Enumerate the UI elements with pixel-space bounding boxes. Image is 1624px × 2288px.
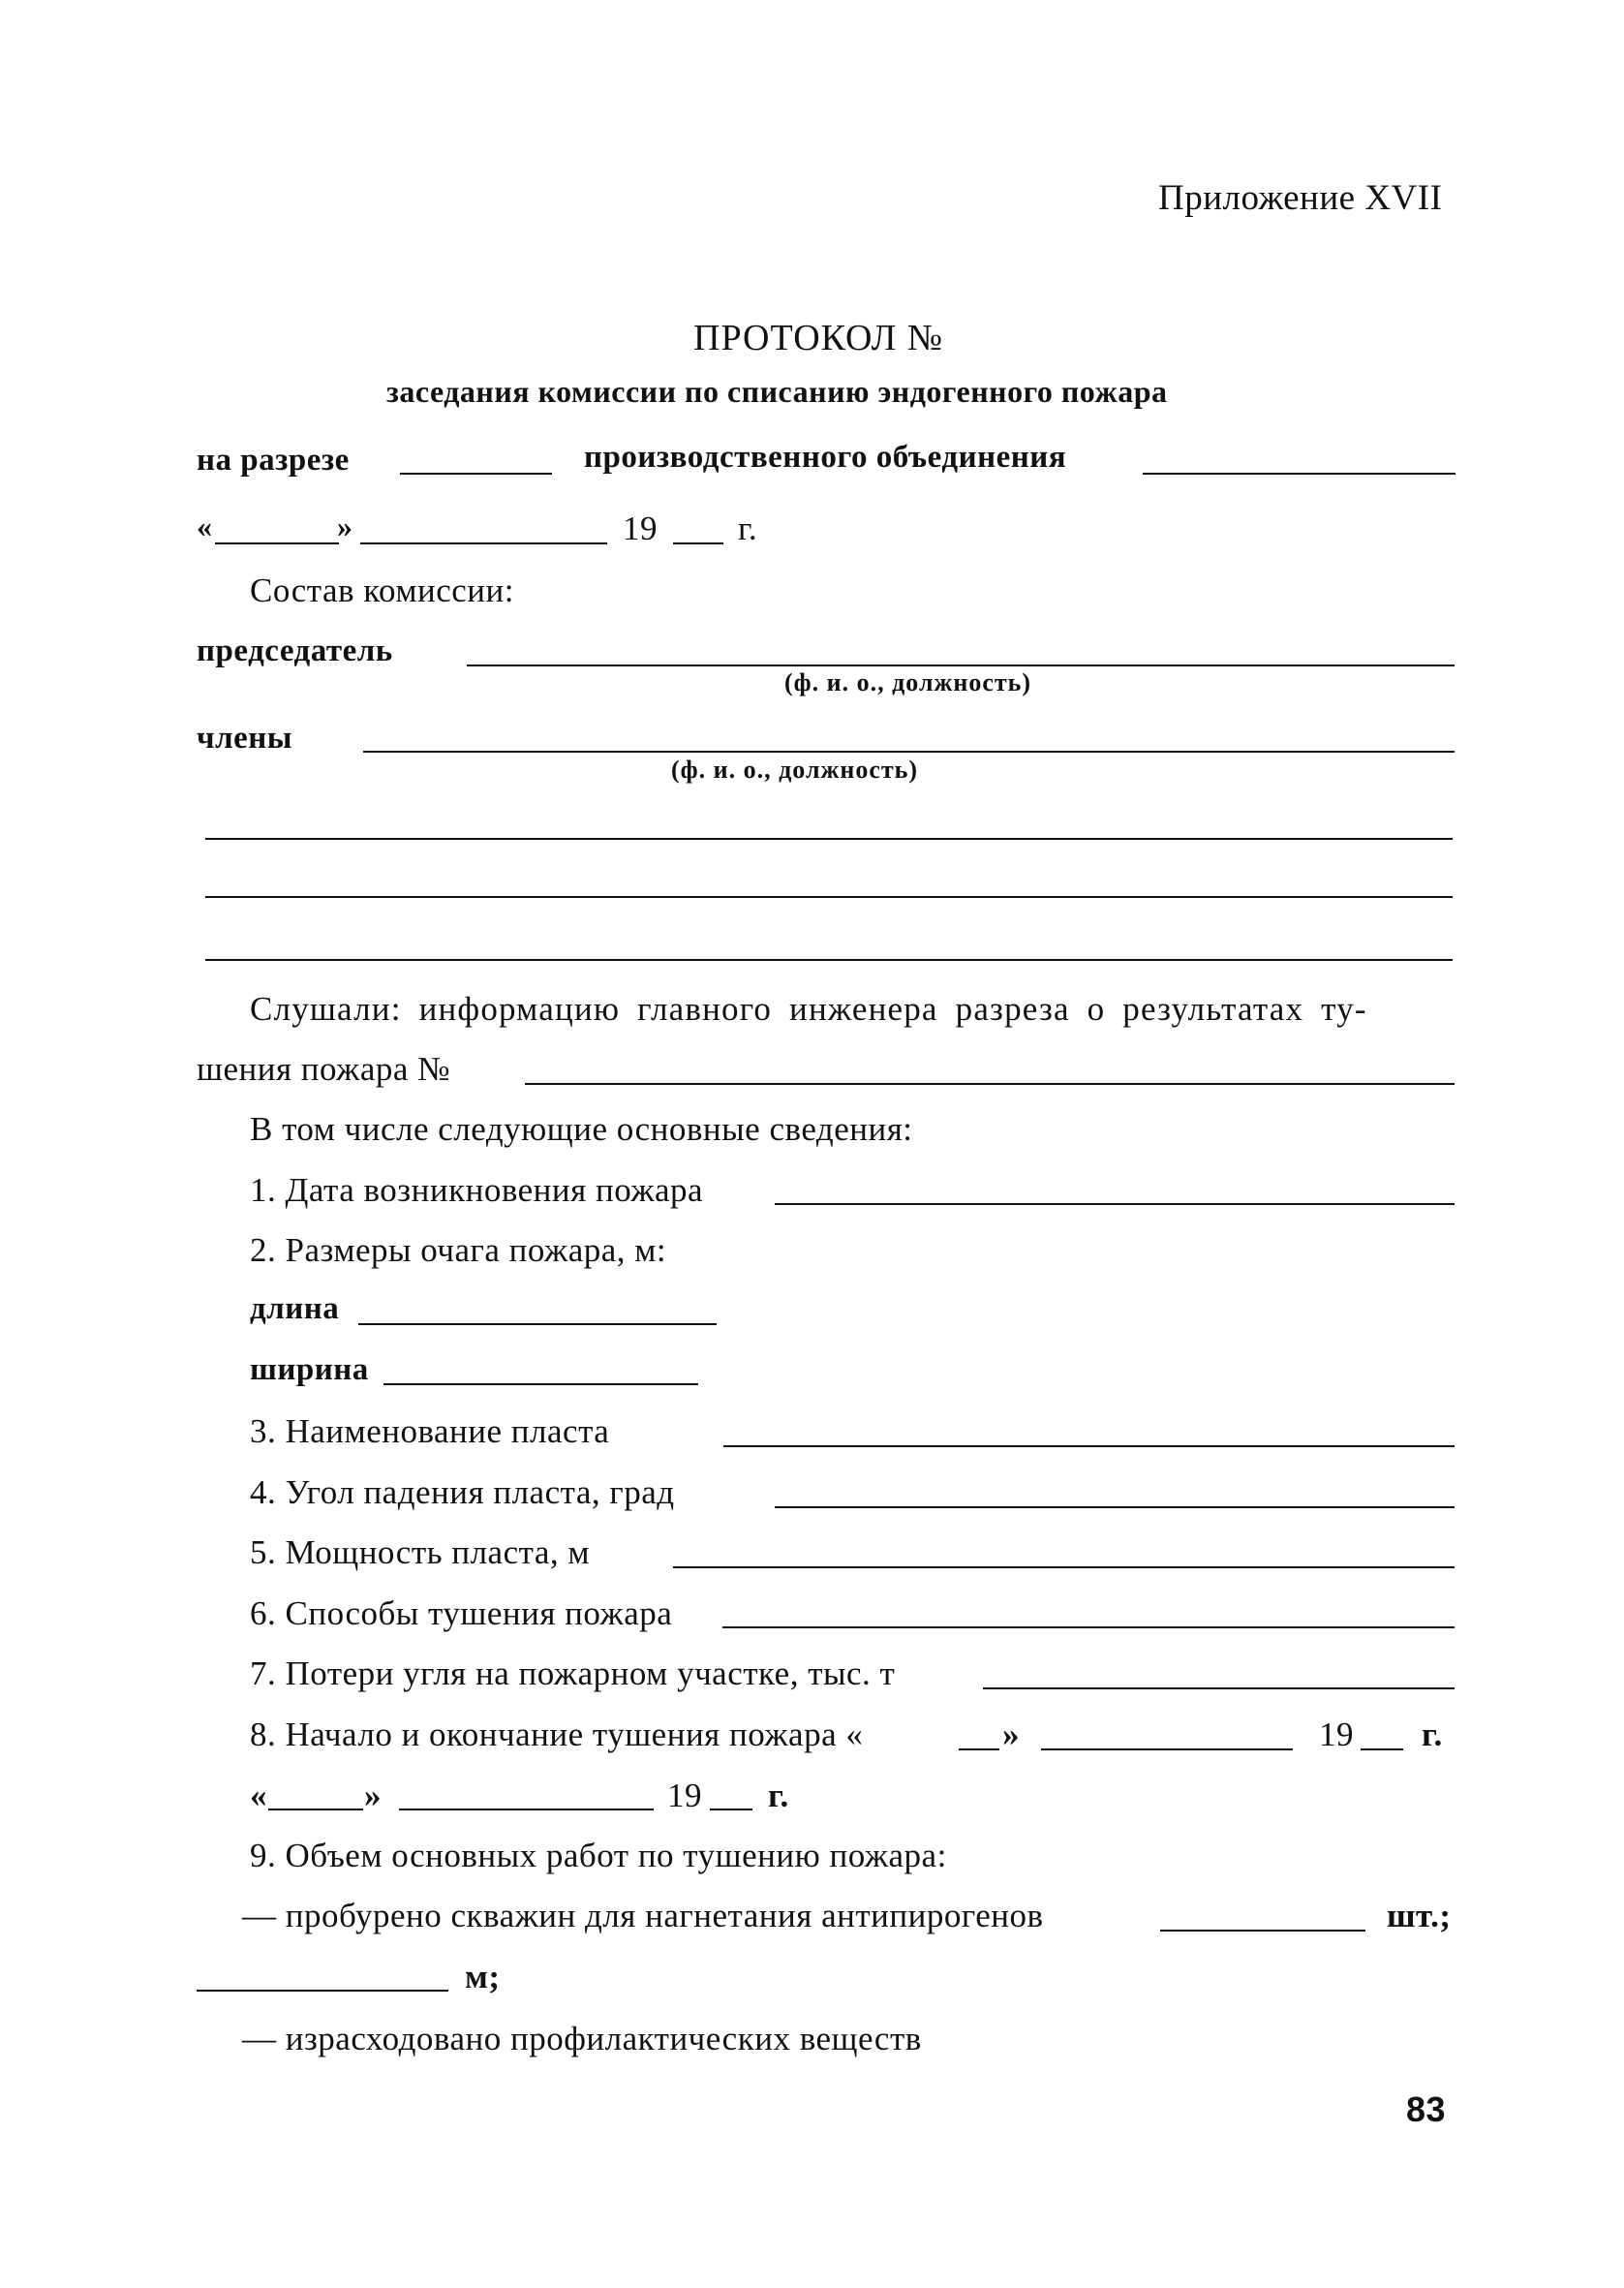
drilled-count-blank — [1160, 1930, 1365, 1932]
members-blank-3 — [205, 896, 1453, 898]
item-3-blank — [723, 1445, 1455, 1447]
item-8-month-blank-2 — [399, 1809, 654, 1810]
item-8-quote-close: » — [1002, 1716, 1020, 1753]
item-4: 4. Угол падения пласта, град — [250, 1473, 675, 1511]
members-blank-4 — [205, 959, 1453, 961]
item-1-blank — [775, 1203, 1455, 1205]
item-8-year-suffix: г. — [1422, 1716, 1443, 1753]
drilled-meters-blank — [197, 1990, 448, 1992]
item-4-blank — [775, 1506, 1455, 1508]
item-8-year-prefix: 19 — [1319, 1716, 1354, 1753]
including-line: В том числе следующие основные сведения: — [250, 1110, 913, 1148]
date-quote-close: » — [337, 509, 353, 543]
item-1: 1. Дата возникновения пожара — [250, 1171, 704, 1209]
item-8-quote-open-2: « — [250, 1777, 267, 1814]
heard-line-1: Слушали: информацию главного инженера разреза о результатах ту- — [250, 990, 1367, 1028]
consumed-line: — израсходовано профилактических веществ — [242, 2020, 922, 2057]
members-label: члены — [197, 721, 293, 756]
date-year-suffix: г. — [738, 510, 758, 547]
item-5-blank — [673, 1566, 1455, 1568]
members-blank — [363, 751, 1455, 753]
heard-line-2: шения пожара № — [197, 1050, 451, 1088]
chairman-blank — [467, 665, 1455, 666]
commission-heading: Состав комиссии: — [250, 572, 514, 609]
item-7: 7. Потери угля на пожарном участке, тыс. т — [250, 1654, 896, 1692]
chairman-caption: (ф. и. о., должность) — [784, 668, 1032, 696]
item-3: 3. Наименование пласта — [250, 1412, 610, 1450]
length-label: длина — [250, 1291, 340, 1326]
members-blank-2 — [205, 838, 1453, 840]
item-2: 2. Размеры очага пожара, м: — [250, 1231, 667, 1269]
item-6-blank — [722, 1626, 1455, 1628]
year-blank — [673, 542, 723, 544]
page-number: 83 — [1406, 2089, 1447, 2129]
objedinenie-label: производственного объединения — [584, 440, 1067, 475]
fire-number-blank — [525, 1083, 1455, 1085]
item-8-year-prefix-2: 19 — [667, 1777, 702, 1814]
month-blank — [360, 542, 607, 544]
razrez-blank — [400, 473, 552, 475]
item-8-quote-close-2: » — [364, 1777, 382, 1814]
item-9: 9. Объем основных работ по тушению пожара: — [250, 1837, 947, 1874]
protocol-subtitle: заседания комиссии по списанию эндогенного пожара — [386, 374, 1168, 409]
na-razreze-label: на разрезе — [197, 443, 350, 478]
date-quote-open: « — [197, 509, 213, 543]
appendix-label: Приложение XVII — [1158, 178, 1443, 218]
item-8-year-blank — [1361, 1748, 1403, 1750]
item-6: 6. Способы тушения пожара — [250, 1594, 673, 1632]
members-caption: (ф. и. о., должность) — [671, 756, 919, 784]
item-8-year-blank-2 — [710, 1809, 752, 1810]
chairman-label: председатель — [197, 634, 393, 668]
protocol-title: ПРОТОКОЛ № — [693, 318, 944, 358]
day-blank — [215, 542, 339, 544]
item-8: 8. Начало и окончание тушения пожара « — [250, 1716, 864, 1753]
item-8-day-blank — [959, 1748, 999, 1750]
length-blank — [358, 1323, 717, 1325]
width-label: ширина — [250, 1352, 369, 1387]
width-blank — [383, 1383, 698, 1385]
drilled-line: — пробурено скважин для нагнетания антипирогенов — [242, 1897, 1044, 1934]
pcs-unit: шт.; — [1387, 1897, 1452, 1934]
item-8-year-suffix-2: г. — [768, 1777, 789, 1814]
item-7-blank — [983, 1687, 1455, 1689]
item-8-day-blank-2 — [268, 1809, 363, 1810]
meters-unit: м; — [465, 1958, 501, 1995]
item-5: 5. Мощность пласта, м — [250, 1533, 591, 1571]
objedinenie-blank — [1143, 473, 1455, 475]
item-8-month-blank — [1041, 1748, 1293, 1750]
date-year-prefix: 19 — [623, 510, 658, 547]
